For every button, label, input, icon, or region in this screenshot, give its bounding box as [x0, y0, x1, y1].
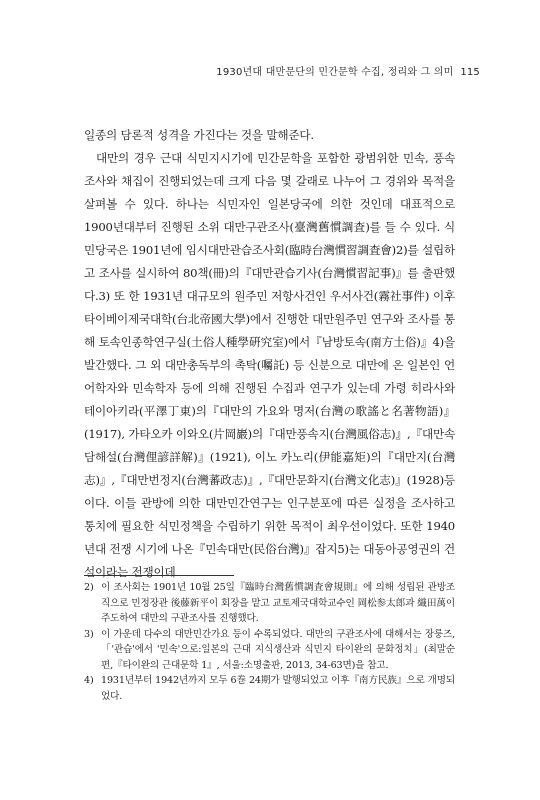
footnotes	[84, 580, 455, 704]
footnote-2	[84, 580, 455, 627]
footnote-number: 4)	[84, 675, 94, 686]
footnote-number: 2)	[84, 582, 94, 593]
running-title: 1930년대 대만문단의 민간문학 수집, 정리와 그 의미	[216, 67, 454, 78]
footnote-text: 이 가운데 다수의 대만민간가요 등이 수록되었다. 대만의 구관조사에 대해서는 장룽즈,「'관습'에서 '민속'으로:일본의 근대 지식생산과 식민지 타이완의 문화정치」(최말순 편,『타이완의 근대문학 1』, 서울:소명출판, 2013, 34-63면)을 참고.	[101, 628, 455, 671]
footnote-4	[84, 673, 455, 704]
footnote-text: 1931년부터 1942년까지 모두 6巻 24期가 발행되었고 이후『南方民族』으로 개명되었다.	[101, 675, 455, 702]
footnote-text: 이 조사회는 1901년 10월 25일『臨時台灣舊慣調査會規則』에 의해 성립된 관방조직으로 민정장관 後藤新平이 회장을 맡고 교토제국대학교수인 岡松参太郎과 織田萬이 주도하여 대만의 구관조사를 진행했다.	[101, 582, 455, 624]
page-number: 115	[460, 67, 480, 78]
footnote-divider	[84, 575, 234, 576]
body-text	[84, 124, 455, 584]
paragraph-1: 일종의 담론적 성격을 가진다는 것을 말해준다.	[84, 128, 314, 142]
footnote-number: 3)	[84, 628, 94, 640]
running-head	[216, 63, 480, 78]
paragraph-2: 대만의 경우 근대 식민지시기에 민간문학을 포함한 광범위한 민속, 풍속 조사와 채집이 진행되었는데 크게 다음 몇 갈래로 나누어 그 경위와 목적을 살펴볼 수 있다. 하나는 식민자인 일본당국에 의한 것인데 대표적으로 1900년대부터 진행된 소위 대만구관조사(臺灣舊慣調査)를 들 수 있다. 식민당국은 1901년에 임시대만관습조사회(臨時台灣慣習調査會)2)를 설립하고 조사를 실시하여 80책(冊)의『대만관습기사(台灣慣習記事)』를 출판했다.3) 또 한 1931년 대규모의 원주민 저항사건인 우서사건(霧社事件) 이후 타이베이제국대학(台北帝國大學)에서 진행한 대만원주민 연구와 조사를 통해 토속인종학연구실(土俗人種學硏究室)에서『남방토속(南方土俗)』4)을 발간했다. 그 외 대만총독부의 촉탁(囑託) 등 신분으로 대만에 온 일본인 언어학자와 민속학자 등에 의해 진행된 수집과 연구가 있는데 가령 히라사와 테이아키라(平澤丁東)의『대만의 가요와 명저(台灣の歌謠と名著物語)』(1917), 가타오카 이와오(片岡巖)의『대만풍속지(台灣風俗志)』,『대만속담해설(台灣俚諺詳解)』(1921), 이노 카노리(伊能嘉矩)의『대만지(台灣志)』,『대만번정지(台灣蕃政志)』,『대만문화지(台灣文化志)』(1928)등이다. 이들 관방에 의한 대만민간연구는 인구분포에 따른 실정을 조사하고 통치에 필요한 식민정책을 수립하기 위한 목적이 최우선이었다. 또한 1940년대 전쟁 시기에 나온『민속대만(民俗台灣)』잡지5)는 대동아공영권의 건설이라는 전쟁이데	[84, 151, 455, 579]
footnote-3	[84, 627, 455, 674]
